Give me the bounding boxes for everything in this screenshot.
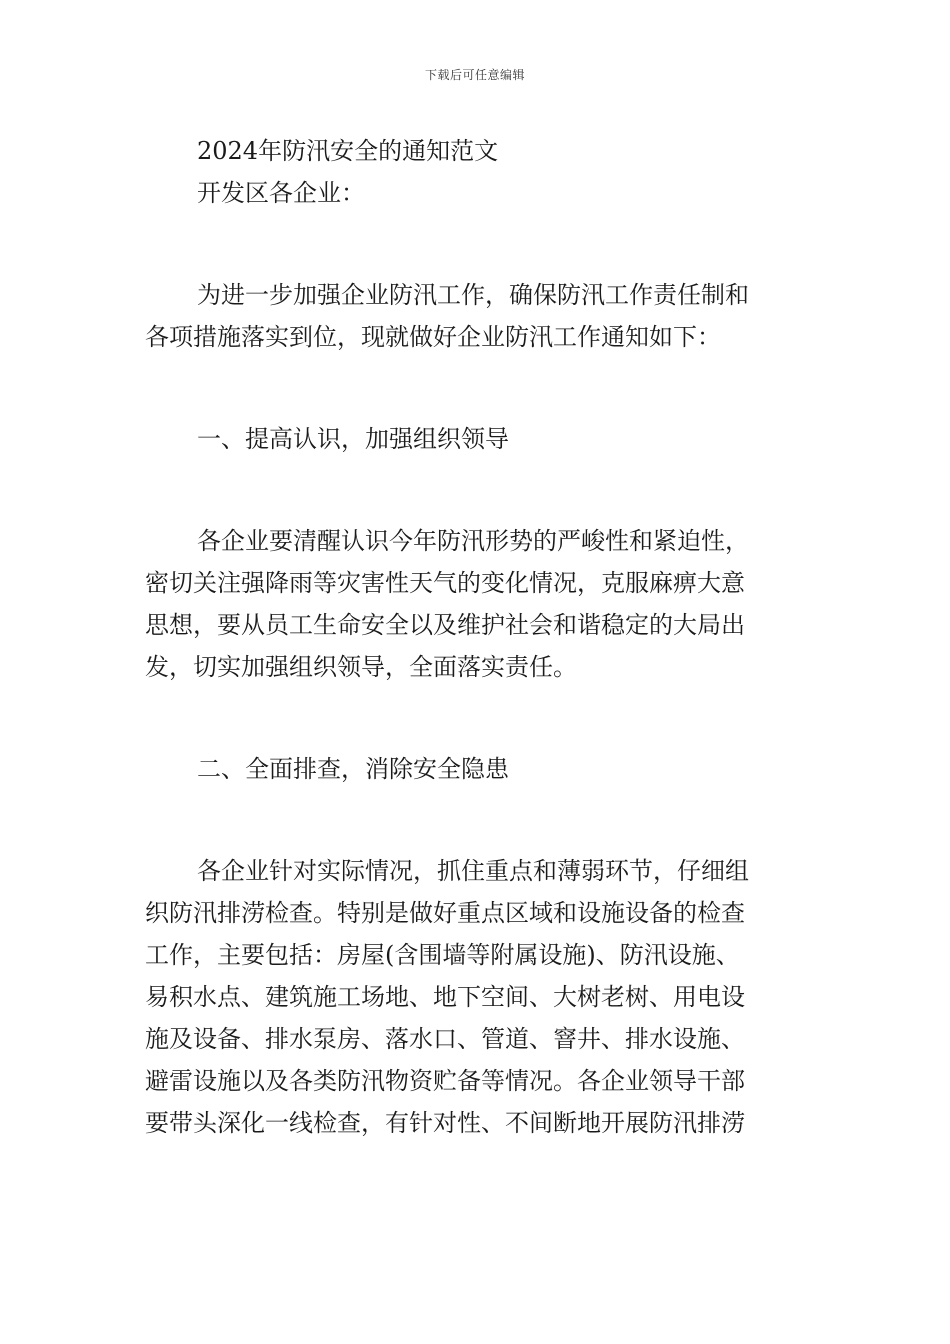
document-title: 2024年防汛安全的通知范文 — [197, 137, 499, 165]
section1-line: 发，切实加强组织领导，全面落实责任。 — [145, 653, 577, 681]
section1-line: 各企业要清醒认识今年防汛形势的严峻性和紧迫性， — [197, 527, 749, 555]
spacer — [145, 214, 805, 274]
spacer — [145, 460, 805, 520]
document-body — [145, 130, 805, 1144]
section2-line: 要带头深化一线检查，有针对性、不间断地开展防汛排涝 — [145, 1109, 745, 1137]
page-header-note: 下载后可任意编辑 — [424, 68, 525, 82]
spacer — [145, 358, 805, 418]
spacer — [145, 790, 805, 850]
section1-line: 思想，要从员工生命安全以及维护社会和谐稳定的大局出 — [145, 611, 745, 639]
salutation: 开发区各企业： — [197, 179, 365, 207]
section1-line: 密切关注强降雨等灾害性天气的变化情况，克服麻痹大意 — [145, 569, 745, 597]
section2-line: 各企业针对实际情况，抓住重点和薄弱环节，仔细组 — [197, 857, 749, 885]
section2-line: 避雷设施以及各类防汛物资贮备等情况。各企业领导干部 — [145, 1067, 745, 1095]
section-heading-2: 二、全面排查，消除安全隐患 — [197, 755, 509, 783]
spacer — [145, 688, 805, 748]
intro-line: 各项措施落实到位，现就做好企业防汛工作通知如下： — [145, 323, 721, 351]
section-heading-1: 一、提高认识，加强组织领导 — [197, 425, 509, 453]
section2-line: 工作，主要包括：房屋(含围墙等附属设施)、防汛设施、 — [145, 941, 740, 969]
section2-line: 施及设备、排水泵房、落水口、管道、窨井、排水设施、 — [145, 1025, 745, 1053]
section2-line: 易积水点、建筑施工场地、地下空间、大树老树、用电设 — [145, 983, 745, 1011]
section2-line: 织防汛排涝检查。特别是做好重点区域和设施设备的检查 — [145, 899, 745, 927]
intro-line: 为进一步加强企业防汛工作，确保防汛工作责任制和 — [197, 281, 749, 309]
